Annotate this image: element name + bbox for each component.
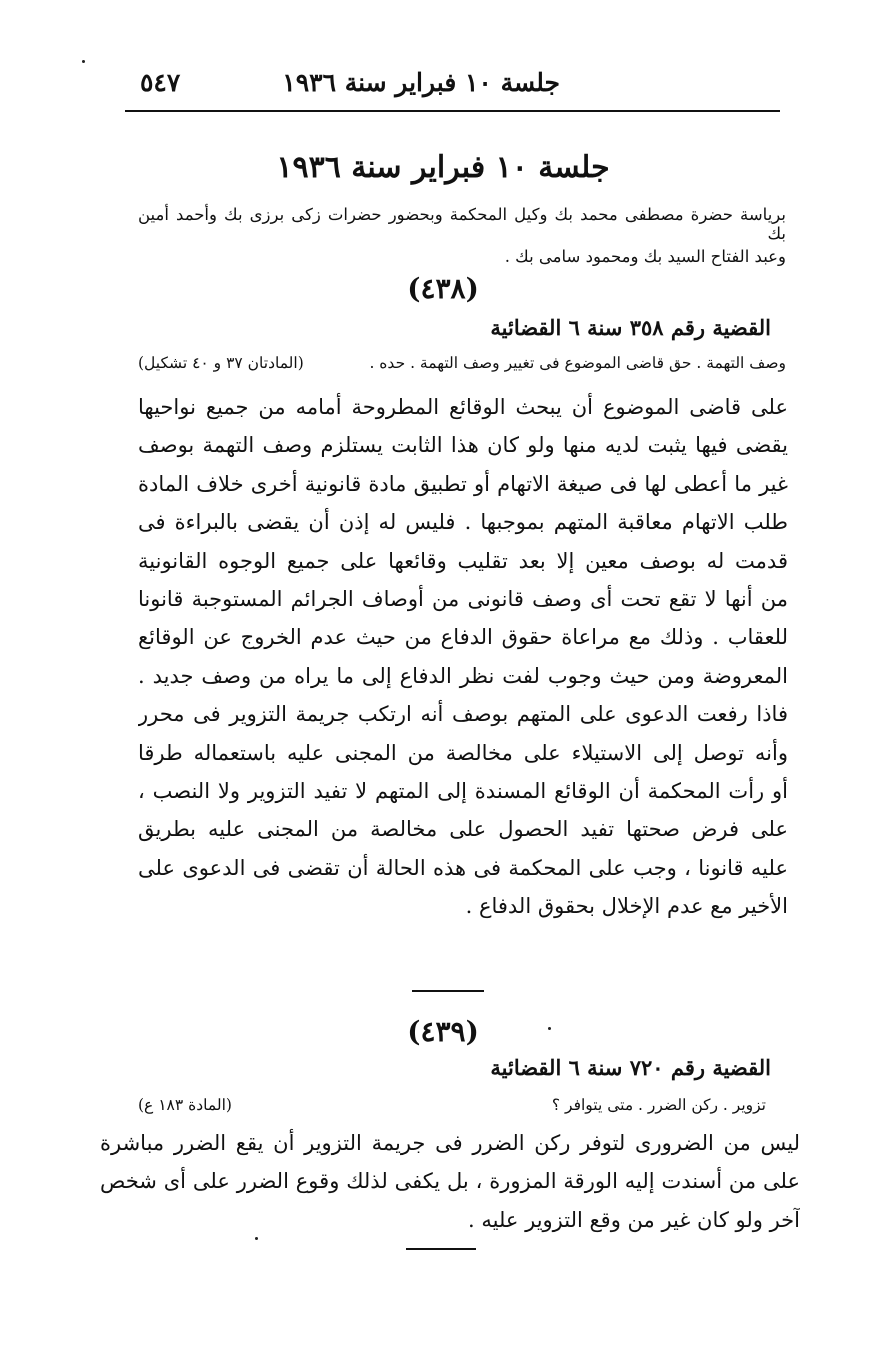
body-line: للعقاب . وذلك مع مراعاة حقوق الدفاع من حيث عدم الخروج عن الوقائع: [138, 625, 788, 650]
paper-speck: [82, 60, 85, 63]
case-summary: تزوير . ركن الضرر . متى يتوافر ؟: [551, 1096, 766, 1114]
case-articles: (المادة ١٨٣ ع): [138, 1096, 232, 1114]
section-separator: [406, 1248, 476, 1250]
body-line: الأخير مع عدم الإخلال بحقوق الدفاع .: [465, 894, 788, 919]
case-number: (٤٣٩): [407, 1015, 479, 1048]
case-number: (٤٣٨): [407, 272, 479, 305]
case-articles: (المادتان ٣٧ و ٤٠ تشكيل): [138, 354, 304, 372]
section-separator: [412, 990, 484, 992]
page-number: ٥٤٧: [140, 68, 181, 97]
body-line: وأنه توصل إلى الاستيلاء على مخالصة من المجنى عليه باستعماله طرقا: [138, 740, 788, 765]
header-rule: [125, 110, 780, 112]
presidency-line-1: برياسة حضرة مصطفى محمد بك وكيل المحكمة وبحضور حضرات زكى برزى بك وأحمد أمين بك: [138, 205, 786, 243]
body-line: على قاضى الموضوع أن يبحث الوقائع المطروحة أمامه من جميع نواحيها: [138, 395, 788, 419]
paper-speck: [255, 1237, 258, 1240]
paper-speck: [548, 1027, 551, 1030]
body-line: من أنها لا تقع تحت أى وصف قانونى من أوصاف الجرائم المستوجبة قانونا: [138, 586, 788, 611]
session-title: جلسة ١٠ فبراير سنة ١٩٣٦: [276, 150, 610, 185]
case-body: [138, 388, 788, 925]
running-header-title: جلسة ١٠ فبراير سنة ١٩٣٦: [282, 68, 560, 97]
presidency-line-2: وعبد الفتاح السيد بك ومحمود سامى بك .: [504, 247, 786, 266]
body-line: أو رأت المحكمة أن الوقائع المسندة إلى المتهم لا تفيد التزوير ولا النصب ،: [138, 778, 788, 803]
body-line: عليه قانونا ، وجب على المحكمة فى هذه الحالة أن تقضى فى الدعوى على: [138, 855, 788, 880]
body-line: آخر ولو كان غير من وقع التزوير عليه .: [468, 1207, 800, 1232]
case-id: القضية رقم ٧٢٠ سنة ٦ القضائية: [490, 1055, 771, 1080]
body-line: طلب الاتهام معاقبة المتهم بموجبها . فليس له إذن أن يقضى بالبراءة فى: [138, 510, 788, 535]
body-line: فاذا رفعت الدعوى على المتهم بوصف أنه ارتكب جريمة التزوير فى محرر: [138, 702, 788, 727]
case-summary: وصف التهمة . حق قاضى الموضوع فى تغيير وصف التهمة . حده .: [369, 354, 786, 372]
body-line: المعروضة ومن حيث وجوب لفت نظر الدفاع إلى ما يراه من وصف جديد .: [138, 663, 788, 688]
body-line: ليس من الضرورى لتوفر ركن الضرر فى جريمة التزوير أن يقع الضرر مباشرة: [100, 1131, 800, 1155]
running-header: [130, 66, 780, 106]
body-line: قدمت له بوصف معين إلا بعد تقليب وقائعها على جميع الوجوه القانونية: [138, 548, 788, 573]
body-line: على فرض صحتها تفيد الحصول على مخالصة من المجنى عليه بطريق: [138, 817, 788, 842]
body-line: يقضى فيها يثبت لديه منها ولو كان هذا الثابت يستلزم وصف التهمة بوصف: [138, 433, 788, 458]
body-line: غير ما أعطى لها فى صيغة الاتهام أو تطبيق مادة قانونية أخرى خلاف المادة: [138, 471, 788, 496]
body-line: على من أسندت إليه الورقة المزورة ، بل يكفى لذلك وقوع الضرر على أى شخص: [100, 1169, 800, 1194]
case-body: [100, 1124, 800, 1239]
case-id: القضية رقم ٣٥٨ سنة ٦ القضائية: [490, 315, 771, 340]
